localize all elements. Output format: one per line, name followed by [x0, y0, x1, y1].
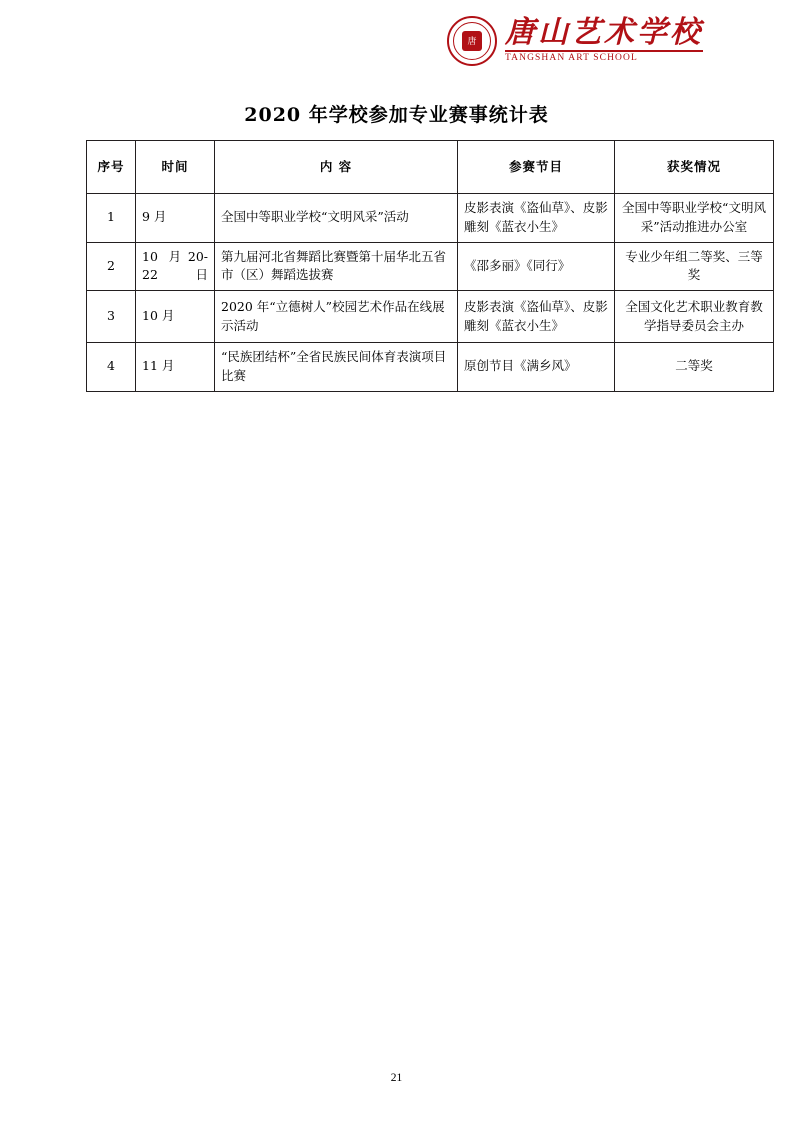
statistics-table-container [86, 140, 766, 392]
cell-program: 《邵多丽》《同行》 [458, 242, 615, 291]
logo-name-cn: 唐山艺术学校 [505, 16, 703, 50]
logo-text-block [505, 18, 703, 64]
cell-index: 2 [87, 242, 136, 291]
cell-content: 全国中等职业学校“文明风采”活动 [215, 194, 458, 243]
column-header-time: 时间 [136, 141, 215, 194]
table-row [87, 194, 774, 243]
table-header [87, 141, 774, 194]
table-body [87, 194, 774, 392]
logo-divider [505, 50, 703, 52]
cell-index: 3 [87, 291, 136, 343]
cell-award: 全国文化艺术职业教育教学指导委员会主办 [615, 291, 774, 343]
cell-award: 专业少年组二等奖、三等奖 [615, 242, 774, 291]
table-row [87, 242, 774, 291]
cell-program: 皮影表演《盗仙草》、皮影雕刻《蓝衣小生》 [458, 194, 615, 243]
table-row [87, 291, 774, 343]
cell-program: 皮影表演《盗仙草》、皮影雕刻《蓝衣小生》 [458, 291, 615, 343]
logo-name-en: TANGSHAN ART SCHOOL [505, 53, 638, 64]
cell-index: 4 [87, 343, 136, 392]
page-number: 21 [390, 1072, 403, 1084]
table-row [87, 343, 774, 392]
column-header-index: 序号 [87, 141, 136, 194]
cell-time: 11 月 [136, 343, 215, 392]
school-seal-icon [447, 16, 497, 66]
cell-award: 全国中等职业学校“文明风采”活动推进办公室 [615, 194, 774, 243]
cell-time: 9 月 [136, 194, 215, 243]
cell-award: 二等奖 [615, 343, 774, 392]
statistics-table [86, 140, 774, 392]
column-header-program: 参赛节目 [458, 141, 615, 194]
cell-time: 10 月20-22 日 [136, 242, 215, 291]
school-logo [447, 16, 703, 66]
cell-time: 10 月 [136, 291, 215, 343]
cell-content: 第九届河北省舞蹈比赛暨第十届华北五省市（区）舞蹈选拔赛 [215, 242, 458, 291]
cell-program: 原创节目《满乡风》 [458, 343, 615, 392]
column-header-award: 获奖情况 [615, 141, 774, 194]
cell-content: “民族团结杯”全省民族民间体育表演项目比赛 [215, 343, 458, 392]
seal-character: 唐 [462, 31, 482, 51]
cell-content: 2020 年“立德树人”校园艺术作品在线展示活动 [215, 291, 458, 343]
cell-index: 1 [87, 194, 136, 243]
column-header-content: 内 容 [215, 141, 458, 194]
table-header-row [87, 141, 774, 194]
page-title: 2020 年学校参加专业赛事统计表 [244, 104, 549, 126]
